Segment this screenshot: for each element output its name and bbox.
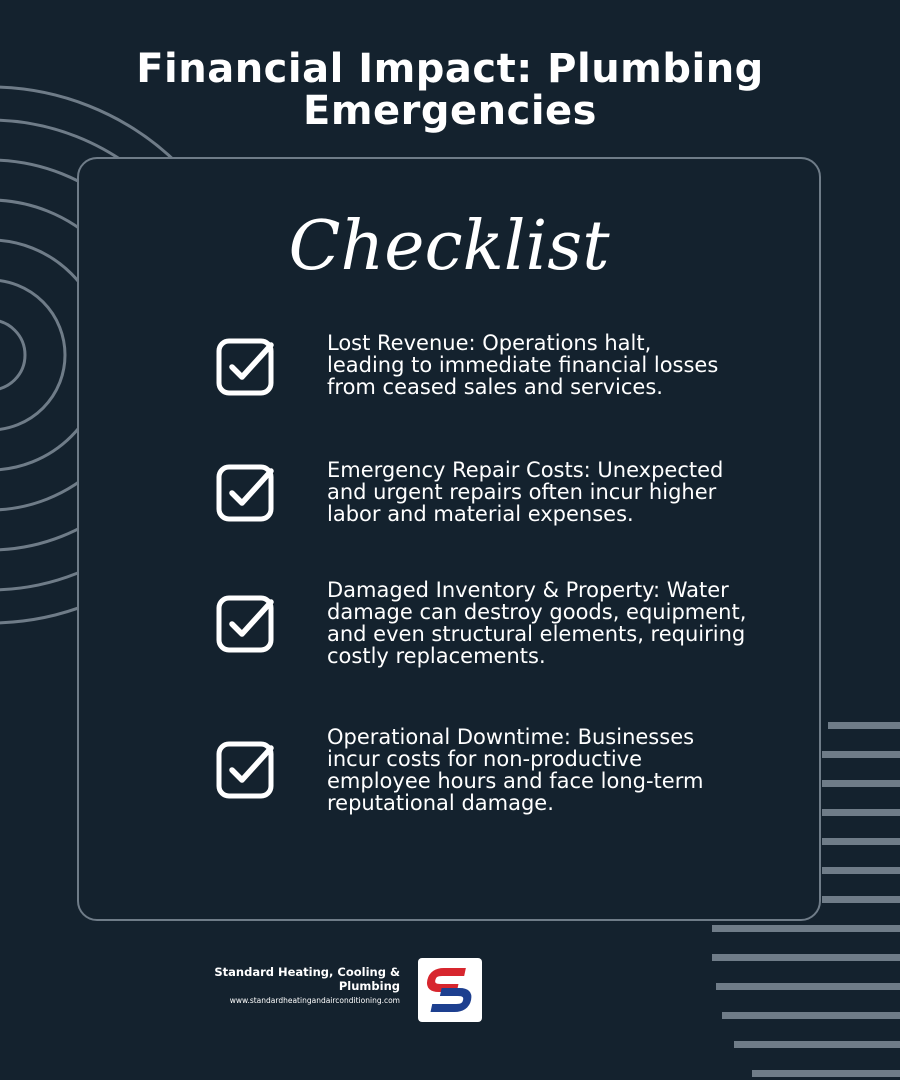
page-title <box>0 48 900 132</box>
checkbox-checked-icon <box>215 463 275 523</box>
item-line: Operational Downtime: Businesses <box>327 725 695 749</box>
item-line: and even structural elements, requiring <box>327 622 746 646</box>
checklist-item-text <box>327 726 757 814</box>
company-name: Standard Heating, Cooling & Plumbing <box>214 965 400 993</box>
item-line: costly replacements. <box>327 644 546 668</box>
item-line: damage can destroy goods, equipment, <box>327 600 747 624</box>
checkbox-checked-icon <box>215 740 275 800</box>
item-line: employee hours and face long-term <box>327 769 704 793</box>
item-line: and urgent repairs often incur higher <box>327 480 717 504</box>
title-line-2: Emergencies <box>303 88 597 134</box>
checklist-card <box>77 157 821 921</box>
item-line: reputational damage. <box>327 791 554 815</box>
title-line-1: Financial Impact: Plumbing <box>136 46 764 92</box>
checklist-item-text <box>327 579 757 667</box>
company-url[interactable]: www.standardheatingandairconditioning.com <box>229 996 400 1005</box>
item-line: labor and material expenses. <box>327 502 634 526</box>
item-line: incur costs for non-productive <box>327 747 643 771</box>
checklist-heading: Checklist <box>288 207 610 286</box>
item-line: Damaged Inventory & Property: Water <box>327 578 729 602</box>
item-line: from ceased sales and services. <box>327 375 663 399</box>
checklist-item-text <box>327 332 757 398</box>
item-line: Lost Revenue: Operations halt, <box>327 331 652 355</box>
item-line: Emergency Repair Costs: Unexpected <box>327 458 724 482</box>
checkbox-checked-icon <box>215 337 275 397</box>
checklist-item-text <box>327 459 757 525</box>
checkbox-checked-icon <box>215 594 275 654</box>
item-line: leading to immediate financial losses <box>327 353 719 377</box>
logo-s-icon <box>418 958 482 1022</box>
company-logo <box>418 958 482 1022</box>
